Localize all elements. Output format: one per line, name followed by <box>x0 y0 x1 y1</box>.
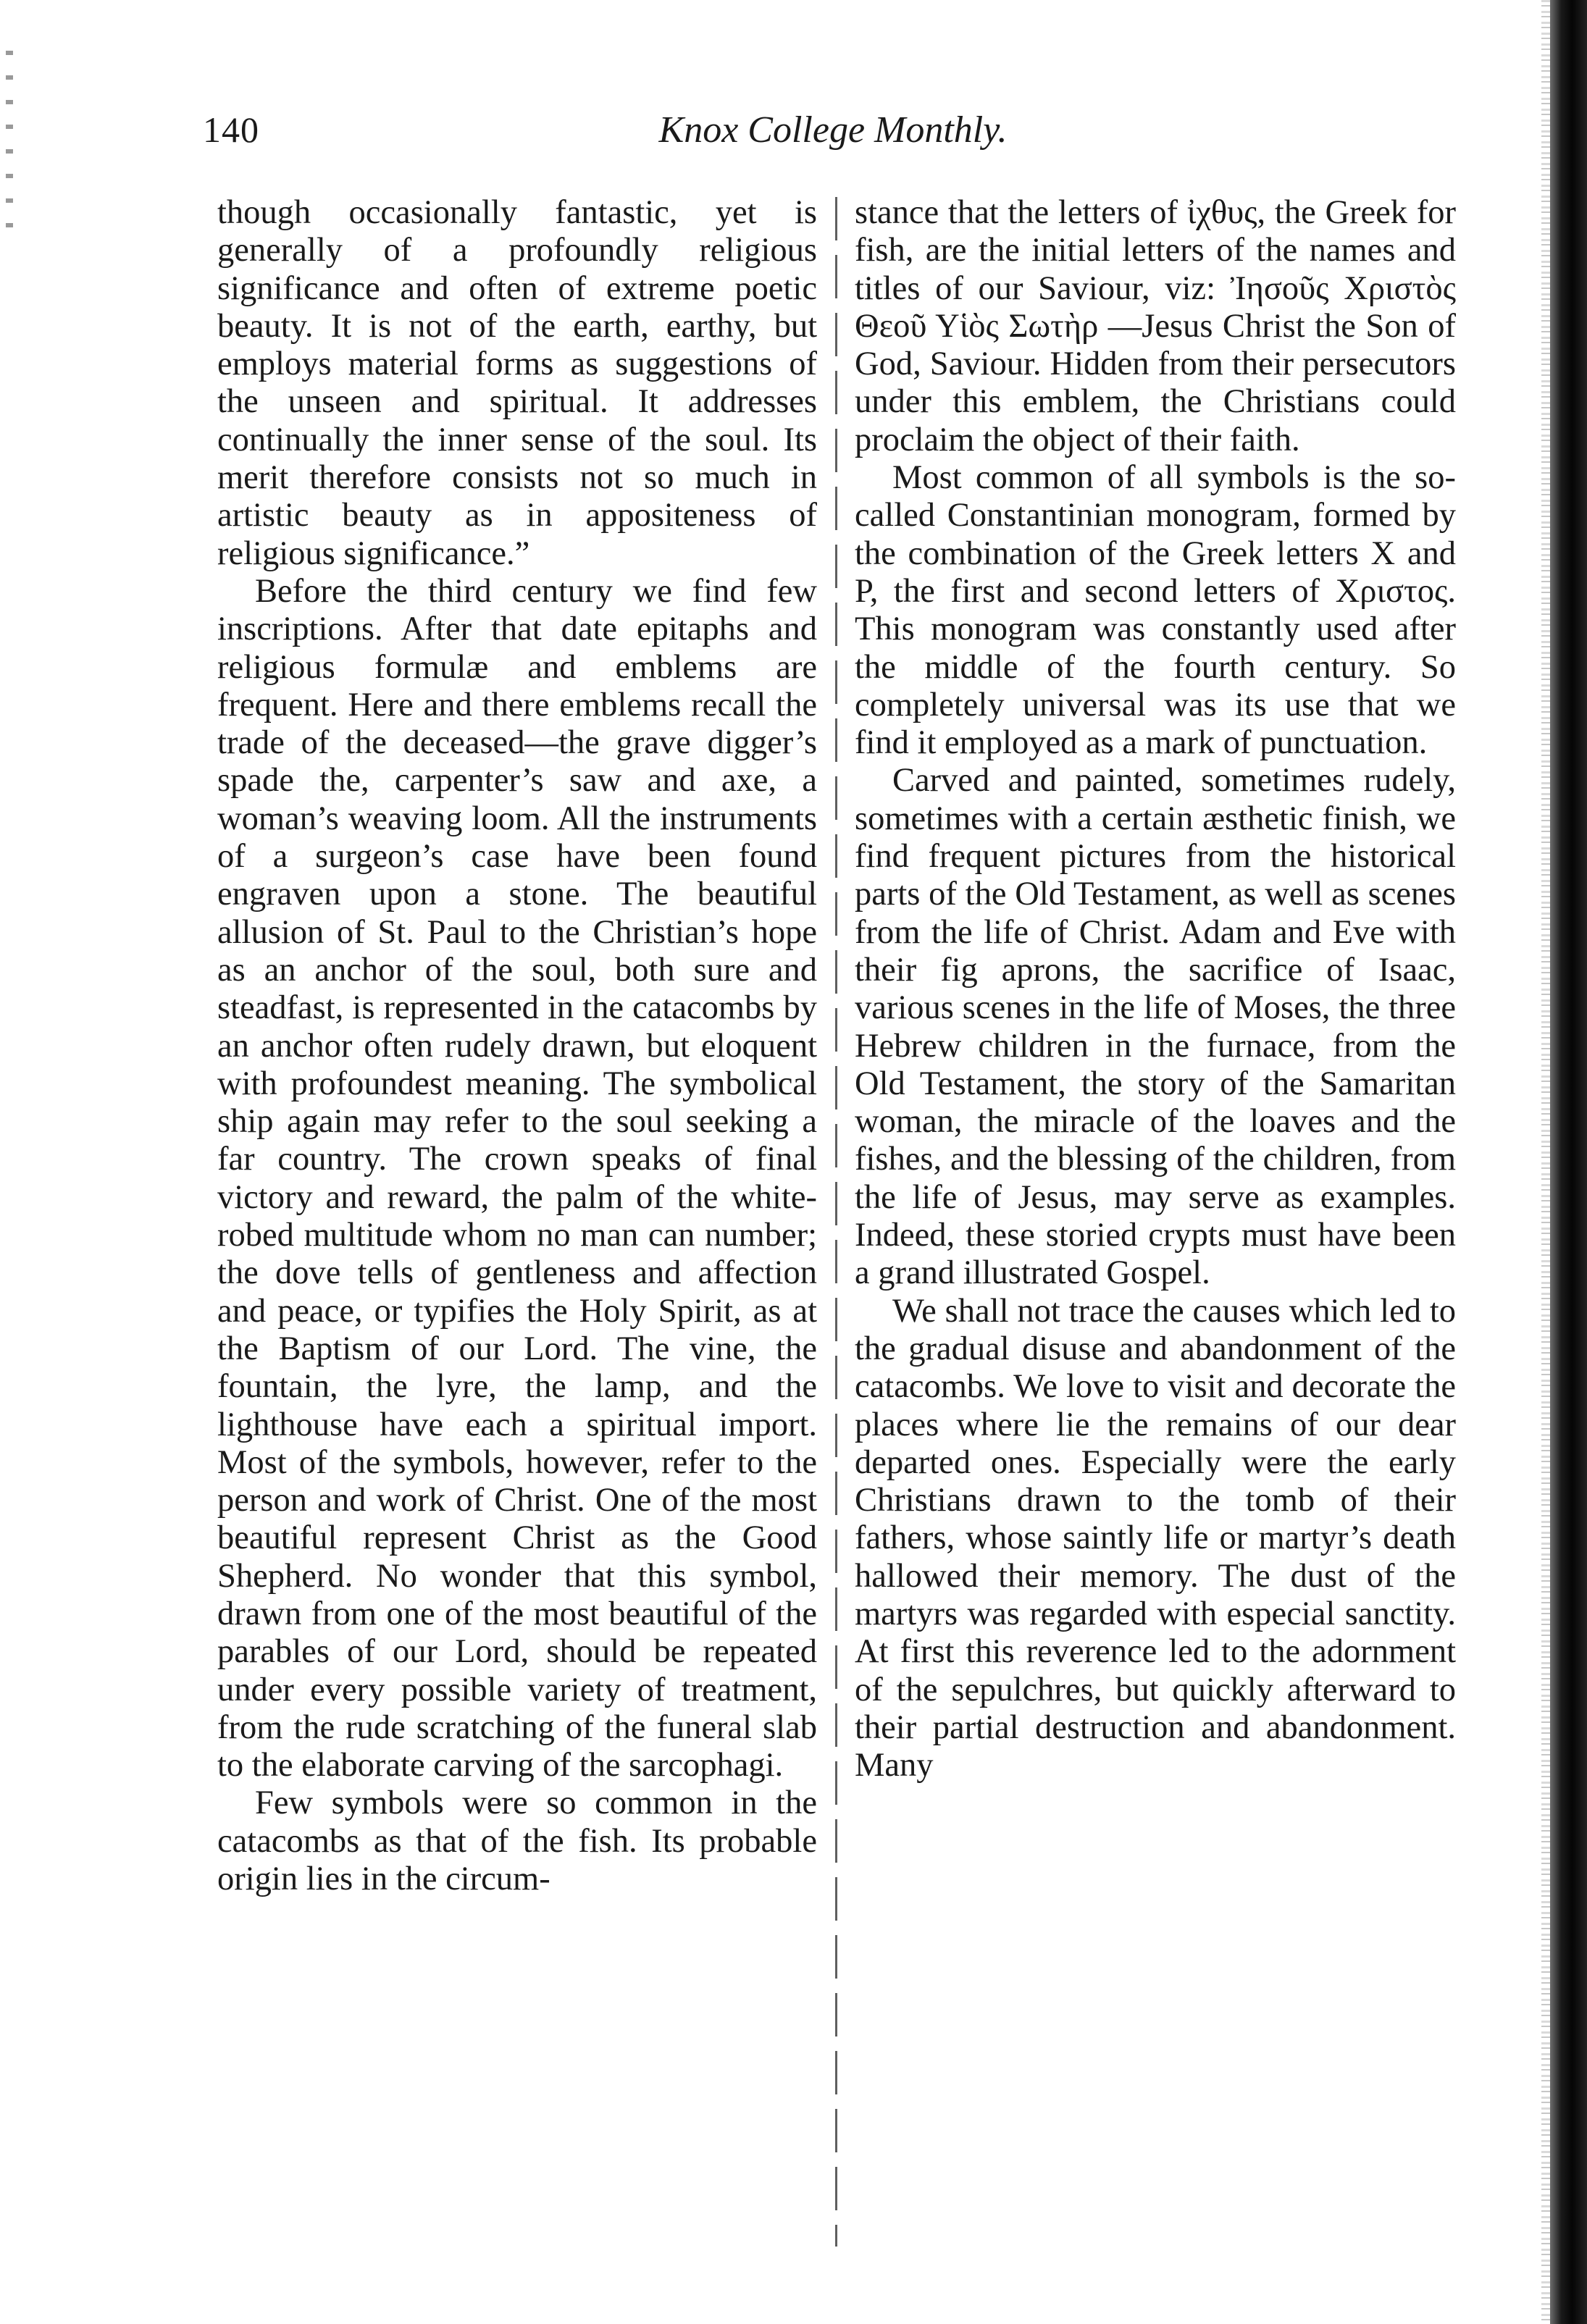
left-paragraph-1: though occasionally fantastic, yet is generally of a profoundly religious significance and often of extreme poetic beauty. It is not of the earth, earthy, but employs material forms as suggestions of the unseen and spiritual. It addresses continually the inner sense of the soul. Its merit therefore consists not so much in artistic beauty as in appositeness of religious significance.” <box>217 194 817 572</box>
book-binding-edge <box>1550 0 1587 2324</box>
right-paragraph-4: We shall not trace the causes which led to the gradual disuse and abandonment of the catacombs. We love to visit and decorate the places where lie the remains of our dear departed ones. Especially were the early Christians drawn to the tomb of their fathers, whose saintly life or martyr’s death hallowed their memory. The dust of the martyrs was regarded with especial sanctity. At first this reverence led to the adornment of the sepulchres, but quickly afterward to their partial destruction and abandonment. Many <box>855 1292 1456 1784</box>
right-column <box>855 194 1456 1784</box>
column-divider <box>835 197 837 2247</box>
left-column <box>217 194 817 1898</box>
margin-marks <box>6 51 13 239</box>
running-head <box>203 109 1463 167</box>
page-number: 140 <box>203 109 259 150</box>
right-paragraph-2: Most common of all symbols is the so-called Constantinian monogram, formed by the combination of the Greek letters X and P, the first and second letters of Χριστος. This monogram was constantly used after the middle of the fourth century. So completely universal was its use that we find it employed as a mark of punctuation. <box>855 459 1456 762</box>
left-paragraph-3: Few symbols were so common in the catacombs as that of the fish. Its probable origin lies in the circum- <box>217 1784 817 1898</box>
right-paragraph-1: stance that the letters of ἰχθυς, the Greek for fish, are the initial letters of the names and titles of our Saviour, viz: Ἰησοῦς Χριστὸς Θεοῦ Υἱὸς Σωτὴρ —Jesus Christ the Son of God, Saviour. Hidden from their persecutors under this emblem, the Christians could proclaim the object of their faith. <box>855 194 1456 458</box>
left-paragraph-2: Before the third century we find few inscriptions. After that date epitaphs and religious formulæ and emblems are frequent. Here and there emblems recall the trade of the deceased—the grave digger’s spade the, carpenter’s saw and axe, a woman’s weaving loom. All the instruments of a surgeon’s case have been found engraven upon a stone. The beautiful allusion of St. Paul to the Christian’s hope as an anchor of the soul, both sure and steadfast, is represented in the catacombs by an anchor often rudely drawn, but eloquent with profoundest meaning. The symbolical ship again may refer to the soul seeking a far country. The crown speaks of final victory and reward, the palm of the white-robed multitude whom no man can number; the dove tells of gentleness and affection and peace, or typifies the Holy Spirit, as at the Baptism of our Lord. The vine, the fountain, the lyre, the lamp, and the lighthouse have each a spiritual import. Most of the symbols, however, refer to the person and work of Christ. One of the most beautiful represent Christ as the Good Shepherd. No wonder that this symbol, drawn from one of the most beautiful of the parables of our Lord, should be repeated under every possible variety of treatment, from the rude scratching of the funeral slab to the elaborate carving of the sarcophagi. <box>217 572 817 1784</box>
journal-title: Knox College Monthly. <box>658 109 1008 151</box>
right-paragraph-3: Carved and painted, sometimes rudely, sometimes with a certain æsthetic finish, we find frequent pictures from the historical parts of the Old Testament, as well as scenes from the life of Christ. Adam and Eve with their fig aprons, the sacrifice of Isaac, various scenes in the life of Moses, the three Hebrew children in the furnace, from the Old Testament, the story of the Samaritan woman, the miracle of the loaves and the fishes, and the blessing of the children, from the life of Jesus, may serve as examples. Indeed, these storied crypts must have been a grand illustrated Gospel. <box>855 762 1456 1292</box>
